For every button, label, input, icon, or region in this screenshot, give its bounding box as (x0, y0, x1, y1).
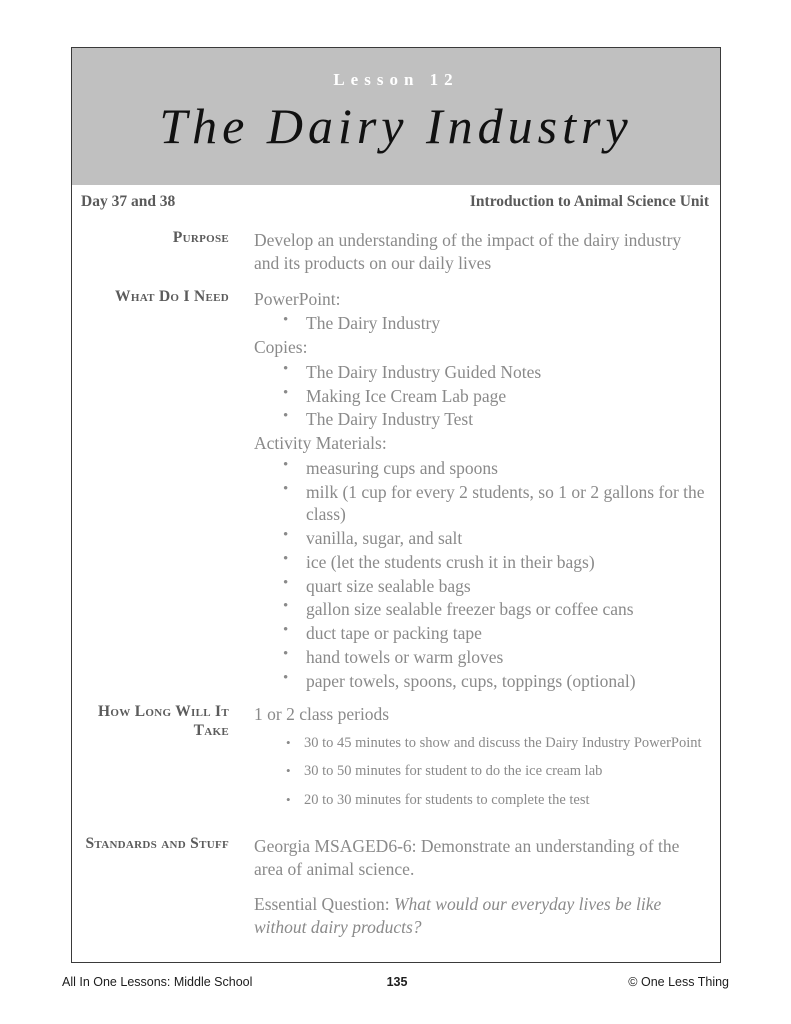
list-item: • duct tape or packing tape (254, 622, 708, 645)
list-item: • 20 to 30 minutes for students to complete the test (254, 791, 708, 810)
section-label-purpose: Purpose (172, 229, 229, 246)
lesson-number: Lesson 12 (333, 70, 459, 89)
section-label-what-do-i-need: What Do I Need (115, 287, 229, 305)
powerpoint-list (254, 312, 708, 335)
how-long-list (254, 734, 708, 810)
section-label-standards: Standards and Stuff (85, 834, 229, 852)
purpose-text: Develop an understanding of the impact of the dairy industry and its products on our daily lives (254, 230, 682, 273)
copies-list (254, 361, 708, 431)
list-item: • 30 to 45 minutes to show and discuss the Dairy Industry PowerPoint (254, 734, 708, 753)
section-body-standards (254, 835, 720, 941)
list-item: • milk (1 cup for every 2 students, so 1 or 2 gallons for the class) (254, 481, 708, 527)
essential-question (254, 893, 708, 939)
list-item: • Making Ice Cream Lab page (254, 385, 708, 408)
list-item: • vanilla, sugar, and salt (254, 527, 708, 550)
day-unit-row (81, 193, 709, 211)
activity-materials-list (254, 457, 708, 693)
section-body-purpose (254, 229, 720, 277)
section-body-what-do-i-need (254, 288, 720, 694)
list-item: • The Dairy Industry Test (254, 408, 708, 431)
how-long-lead: 1 or 2 class periods (254, 704, 390, 725)
section-how-long (72, 703, 720, 819)
day-label: Day 37 and 38 (81, 193, 176, 210)
lesson-page (71, 47, 721, 963)
standard-text: Georgia MSAGED6-6: Demonstrate an understanding of the area of animal science. (254, 835, 680, 879)
powerpoint-heading: PowerPoint: (254, 288, 341, 309)
copies-heading: Copies: (254, 337, 308, 357)
list-item: • 30 to 50 minutes for student to do the ice cream lab (254, 762, 708, 781)
section-body-how-long (254, 703, 720, 819)
lesson-sections (72, 229, 720, 948)
page-footer (62, 975, 729, 989)
list-item: • hand towels or warm gloves (254, 646, 708, 669)
list-item: • measuring cups and spoons (254, 457, 708, 480)
essential-question-text: What would our everyday lives be like without dairy products? (254, 894, 662, 938)
list-item: • gallon size sealable freezer bags or coffee cans (254, 598, 708, 621)
essential-question-label: Essential Question: (254, 894, 390, 915)
activity-materials-heading: Activity Materials: (254, 433, 387, 453)
footer-page-number: 135 (386, 975, 408, 989)
list-item: • quart size sealable bags (254, 575, 708, 598)
section-what-do-i-need (72, 288, 720, 694)
section-standards (72, 835, 720, 941)
lesson-title: The Dairy Industry (159, 98, 633, 154)
footer-copyright: © One Less Thing (628, 975, 729, 989)
section-label-how-long: How Long Will It Take (98, 703, 229, 740)
list-item: • The Dairy Industry (254, 312, 708, 335)
list-item: • The Dairy Industry Guided Notes (254, 361, 708, 384)
footer-left-text: All In One Lessons: Middle School (62, 975, 253, 989)
list-item: • ice (let the students crush it in their bags) (254, 551, 708, 574)
unit-label: Introduction to Animal Science Unit (469, 193, 709, 210)
title-banner (72, 48, 720, 185)
section-purpose (72, 229, 720, 277)
list-item: • paper towels, spoons, cups, toppings (optional) (254, 670, 708, 693)
